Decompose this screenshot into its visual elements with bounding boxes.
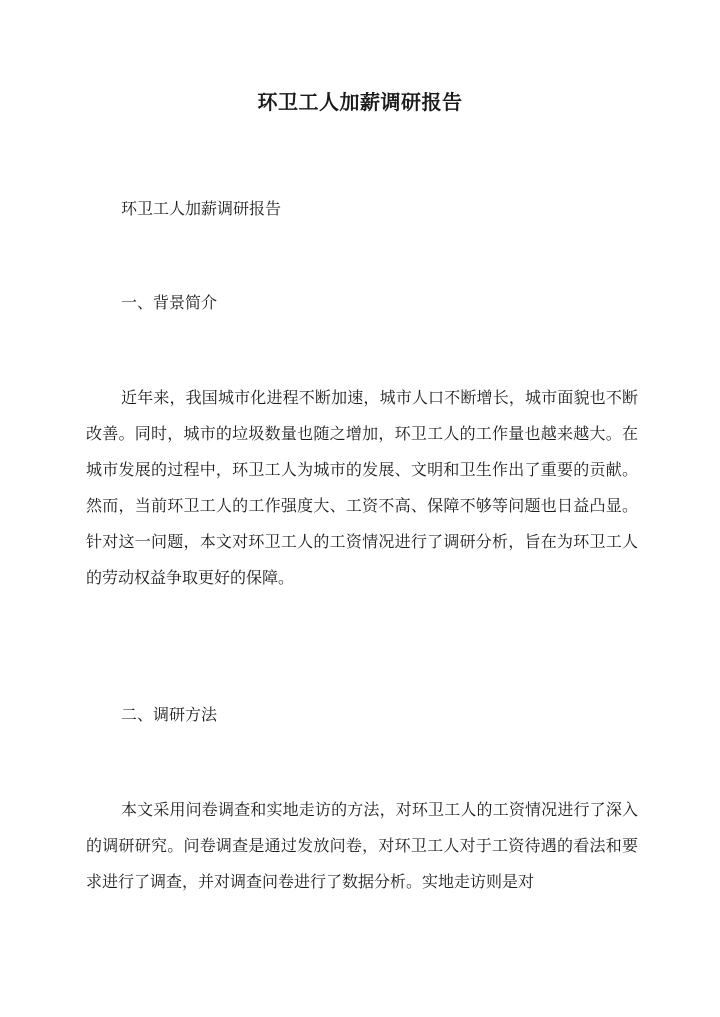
- section-paragraph-background: 近年来，我国城市化进程不断加速，城市人口不断增长，城市面貌也不断改善。同时，城市的垃圾数量也随之增加，环卫工人的工作量也越来越大。在城市发展的过程中，环卫工人为城市的发展、文明和卫生作出了重要的贡献。然而，当前环卫工人的工作强度大、工资不高、保障不够等问题也日益凸显。针对这一问题，本文对环卫工人的工资情况进行了调研分析，旨在为环卫工人的劳动权益争取更好的保障。: [86, 388, 638, 587]
- document-subtitle: 环卫工人加薪调研报告: [121, 199, 282, 218]
- section-heading-method: 二、调研方法: [121, 705, 218, 724]
- section-heading-background: 一、背景简介: [121, 293, 218, 312]
- document-title: 环卫工人加薪调研报告: [257, 90, 463, 114]
- section-paragraph-method: 本文采用问卷调查和实地走访的方法，对环卫工人的工资情况进行了深入的调研研究。问卷调查是通过发放问卷，对环卫工人对于工资待遇的看法和要求进行了调查，并对调查问卷进行了数据分析。实地走访则是对: [86, 800, 638, 891]
